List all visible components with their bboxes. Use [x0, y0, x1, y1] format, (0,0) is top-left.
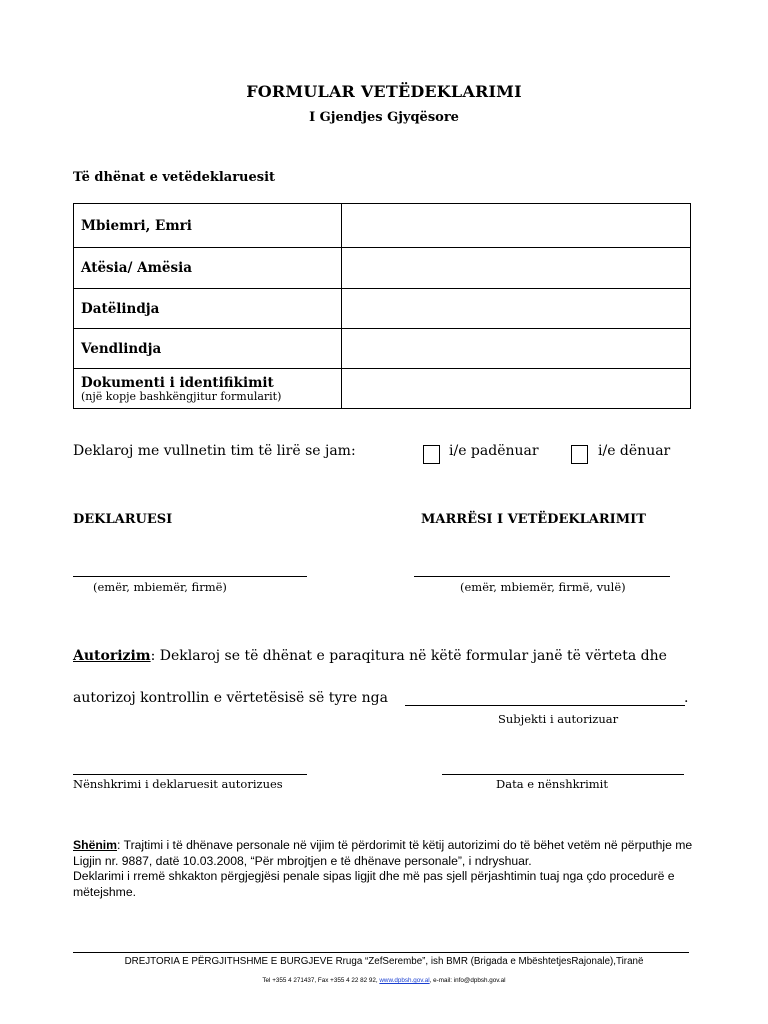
option-not-convicted-label: i/e padënuar	[449, 443, 539, 459]
declarant-label: DEKLARUESI	[73, 512, 173, 527]
checkbox-convicted[interactable]	[571, 445, 588, 464]
note-paragraph-2: Deklarimi i rremë shkakton përgjegjësi penale sipas ligjit dhe më pas sjell përjashtimin tuaj nga çdo procedurë e mëtejshme.	[73, 869, 675, 899]
legal-note	[73, 838, 713, 900]
signature-date-caption: Data e nënshkrimit	[496, 777, 608, 791]
footer-contact	[0, 977, 768, 984]
option-convicted-label: i/e dënuar	[598, 443, 671, 459]
declaration-text: Deklaroj me vullnetin tim të lirë se jam:	[73, 443, 356, 459]
row-label-parent: Atësia/ Amësia	[74, 248, 342, 289]
row-label-name: Mbiemri, Emri	[74, 204, 342, 248]
declarant-data-table	[73, 203, 691, 409]
authorized-subject-caption: Subjekti i autorizuar	[498, 712, 619, 726]
row-value-birthplace[interactable]	[342, 329, 691, 369]
authorization-period: .	[684, 690, 689, 706]
authorization-line2: autorizoj kontrollin e vërtetësisë së tyre nga	[73, 690, 388, 706]
receiver-signature-line[interactable]	[414, 576, 670, 577]
row-value-id-document[interactable]	[342, 369, 691, 409]
form-title: FORMULAR VETËDEKLARIMI	[246, 82, 522, 101]
authorization-line1: : Deklaroj se të dhënat e paraqitura në këtë formular janë të vërteta dhe	[150, 648, 667, 664]
row-label-birthplace: Vendlindja	[74, 329, 342, 369]
row-value-birthdate[interactable]	[342, 289, 691, 329]
authorizer-signature-line[interactable]	[73, 774, 307, 775]
authorized-subject-line[interactable]	[405, 705, 685, 706]
note-label: Shënim	[73, 838, 118, 852]
row-value-name[interactable]	[342, 204, 691, 248]
footer-divider	[73, 952, 689, 953]
footer-address: DREJTORIA E PËRGJITHSHME E BURGJEVE Rruga “ZefSerembe”, ish BMR (Brigada e MbështetjesRajonale),Tiranë	[124, 956, 644, 967]
section-heading: Të dhënat e vetëdeklaruesit	[73, 170, 276, 185]
declarant-signature-line[interactable]	[73, 576, 307, 577]
receiver-label: MARRËSI I VETËDEKLARIMIT	[421, 512, 646, 527]
table-row	[74, 289, 691, 329]
id-document-note: (një kopje bashkëngjitur formularit)	[81, 389, 282, 403]
footer-email: , e-mail: info@dpbsh.gov.al	[429, 977, 506, 984]
authorizer-signature-caption: Nënshkrimi i deklaruesit autorizues	[73, 777, 283, 791]
signature-date-line[interactable]	[442, 774, 684, 775]
row-label-birthdate: Datëlindja	[74, 289, 342, 329]
note-text-1: : Trajtimi i të dhënave personale në vijim të përdorimit të këtij autorizimi do të bëhet vetëm në përputhje me Ligjin nr. 9887, datë 10.03.2008, “Për mbrojtjen e të dhënave personale”, i ndryshuar.	[73, 838, 693, 868]
id-document-label: Dokumenti i identifikimit	[81, 374, 274, 391]
table-row	[74, 204, 691, 248]
authorization-paragraph	[73, 648, 667, 664]
checkbox-not-convicted[interactable]	[423, 445, 440, 464]
table-row	[74, 248, 691, 289]
table-row	[74, 369, 691, 409]
row-label-id-document	[74, 369, 342, 409]
declarant-signature-caption: (emër, mbiemër, firmë)	[93, 580, 227, 594]
form-subtitle: I Gjendjes Gjyqësore	[309, 110, 459, 125]
receiver-signature-caption: (emër, mbiemër, firmë, vulë)	[460, 580, 626, 594]
table-row	[74, 329, 691, 369]
footer-website-link[interactable]: www.dpbsh.gov.al	[379, 977, 430, 984]
authorization-label: Autorizim	[73, 648, 151, 664]
row-value-parent[interactable]	[342, 248, 691, 289]
footer-phone: Tel +355 4 271437, Fax +355 4 22 82 92,	[262, 977, 378, 984]
note-paragraph-1	[73, 838, 713, 869]
